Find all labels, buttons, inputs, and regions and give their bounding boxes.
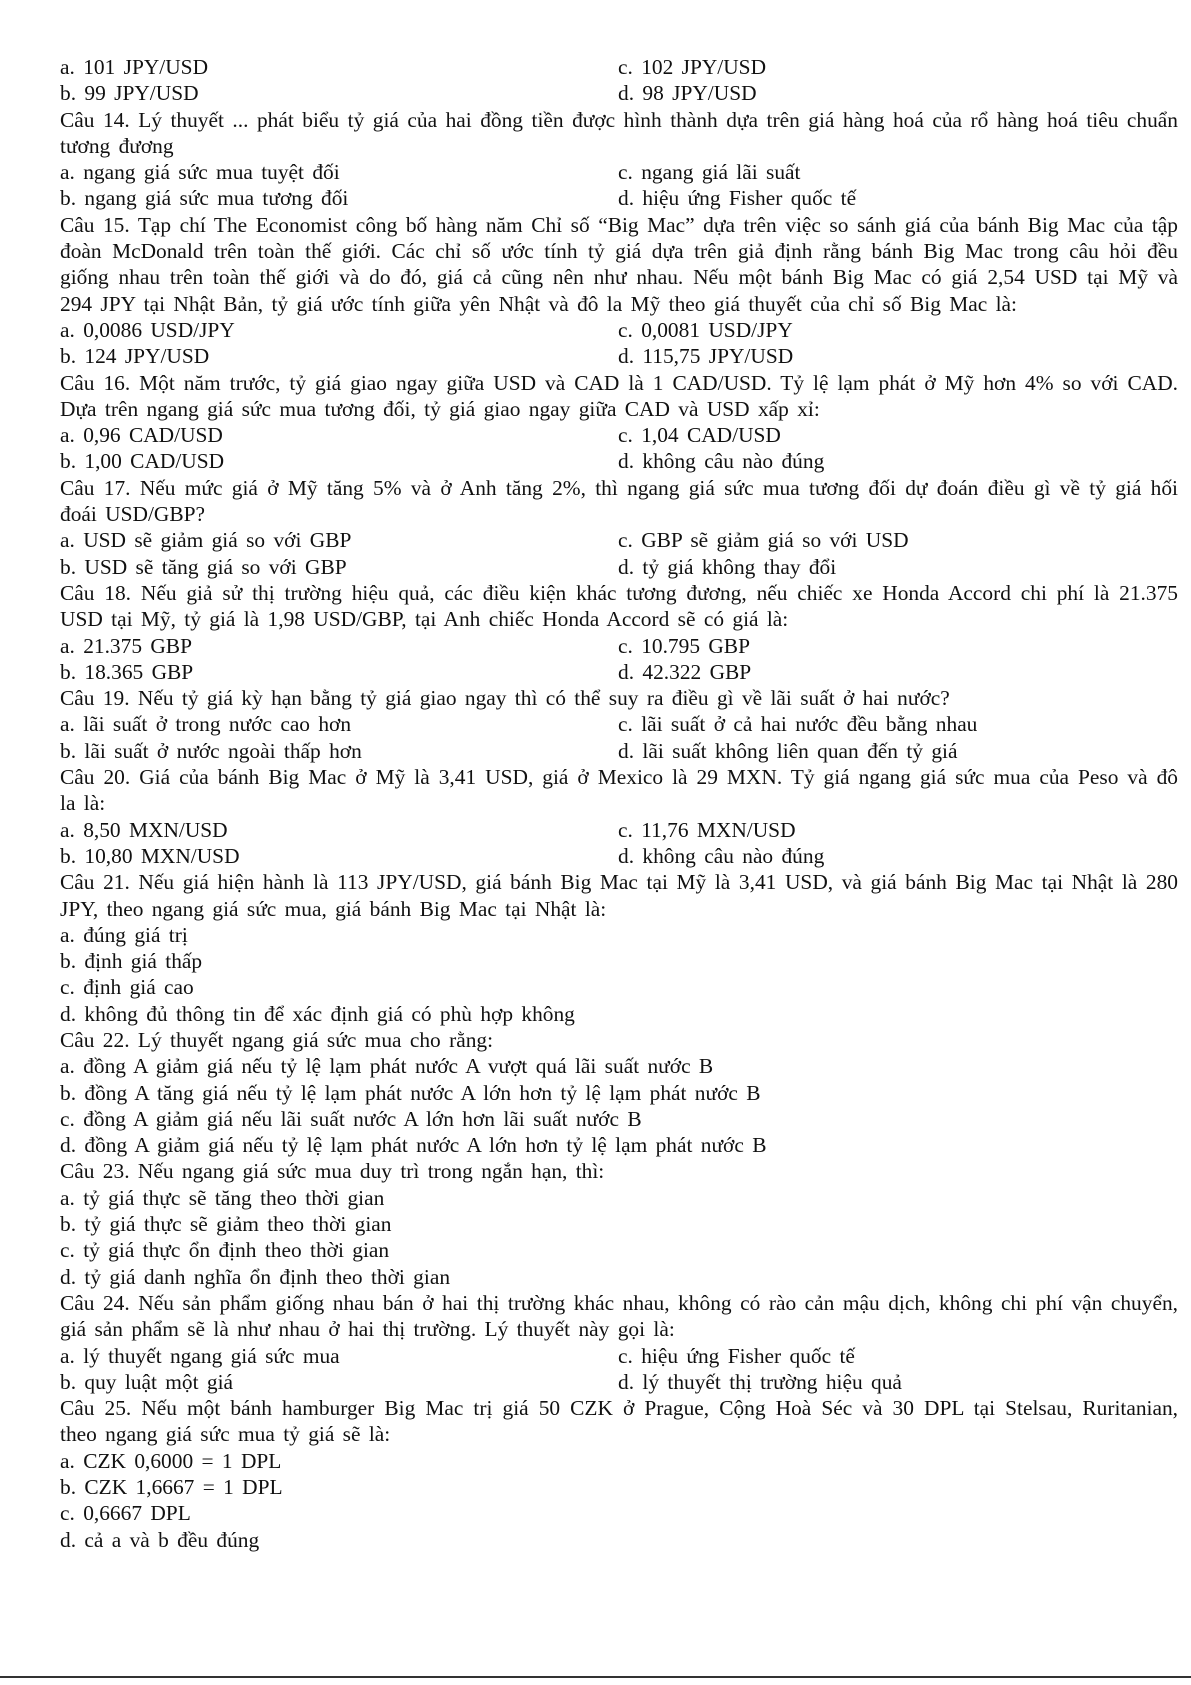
option-a: a. ngang giá sức mua tuyệt đối — [60, 160, 340, 185]
option-b: b. định giá thấp — [60, 949, 203, 974]
option-row — [60, 317, 1180, 343]
option-b: b. lãi suất ở nước ngoài thấp hơn — [60, 738, 362, 763]
question-24-text: Câu 24. Nếu sản phẩm giống nhau bán ở hai thị trường khác nhau, không có rào cản mậu dịch, không chi phí vận chuyển, giá sản phẩm sẽ là như nhau ở hai thị trường. Lý thuyết này gọi là: — [60, 1290, 1178, 1342]
question-17-text: Câu 17. Nếu mức giá ở Mỹ tăng 5% và ở Anh tăng 2%, thì ngang giá sức mua tương đối dự đoán điều gì về tỷ giá hối đoái USD/GBP? — [60, 475, 1178, 527]
option-row — [60, 159, 1180, 185]
question-21-text: Câu 21. Nếu giá hiện hành là 113 JPY/USD, giá bánh Big Mac tại Mỹ là 3,41 USD, và giá bánh Big Mac tại Nhật là 280 JPY, theo ngang giá sức mua, giá bánh Big Mac tại Nhật là: — [60, 870, 1178, 921]
question-15-text: Câu 15. Tạp chí The Economist công bố hàng năm Chỉ số “Big Mac” dựa trên việc so sánh giá của bánh Big Mac của tập đoàn McDonald trên toàn thế giới. Các chỉ số ước tính tỷ giá dựa trên giả định rằng bánh Big Mac trong câu hỏi đều giống nhau trên toàn thế giới và do đó, giá cả cũng nên như nhau. Nếu một bánh Big Mac có giá 2,54 USD tại Mỹ và 294 JPY tại Nhật Bản, tỷ giá ước tính giữa yên Nhật và đô la Mỹ theo giá thuyết của chỉ số Big Mac là: — [60, 212, 1178, 316]
option-d: d. lãi suất không liên quan đến tỷ giá — [618, 738, 958, 763]
option-row — [60, 633, 1180, 659]
option-row — [60, 80, 1180, 106]
option-c: c. tỷ giá thực ổn định theo thời gian — [60, 1238, 390, 1263]
option-a: a. 101 JPY/USD — [60, 55, 209, 79]
question-23-text: Câu 23. Nếu ngang giá sức mua duy trì trong ngắn hạn, thì: — [60, 1159, 605, 1184]
question-20-text: Câu 20. Giá của bánh Big Mac ở Mỹ là 3,41 USD, giá ở Mexico là 29 MXN. Tỷ giá ngang giá sức mua của Peso và đô la là: — [60, 765, 1178, 816]
option-b: b. đồng A tăng giá nếu tỷ lệ lạm phát nước A lớn hơn tỷ lệ lạm phát nước B — [60, 1080, 761, 1105]
question-25-text: Câu 25. Nếu một bánh hamburger Big Mac trị giá 50 CZK ở Prague, Cộng Hoà Séc và 30 DPL tại Stelsau, Ruritanian, theo ngang giá sức mua tỷ giá sẽ là: — [60, 1396, 1178, 1447]
option-row — [60, 1343, 1180, 1369]
option-d: d. không đủ thông tin để xác định giá có phù hợp không — [60, 1001, 575, 1026]
option-a: a. đồng A giảm giá nếu tỷ lệ lạm phát nước A vượt quá lãi suất nước B — [60, 1054, 714, 1079]
option-c: c. đồng A giảm giá nếu lãi suất nước A lớn hơn lãi suất nước B — [60, 1106, 642, 1131]
option-row — [60, 448, 1180, 474]
option-c: c. 1,04 CAD/USD — [618, 423, 781, 448]
question-18-text: Câu 18. Nếu giả sử thị trường hiệu quả, các điều kiện khác tương đương, nếu chiếc xe Honda Accord chi phí là 21.375 USD tại Mỹ, tỷ giá là 1,98 USD/GBP, tại Anh chiếc Honda Accord sẽ có giá là: — [60, 580, 1178, 632]
question-14-text: Câu 14. Lý thuyết ... phát biểu tỷ giá của hai đồng tiền được hình thành dựa trên giá hàng hoá của rổ hàng hoá tiêu chuẩn tương đương — [60, 107, 1178, 158]
option-row — [60, 843, 1180, 869]
option-d: d. hiệu ứng Fisher quốc tế — [618, 186, 857, 211]
page-bottom-divider — [0, 1676, 1191, 1678]
option-d: d. cả a và b đều đúng — [60, 1527, 260, 1552]
option-a: a. 0,96 CAD/USD — [60, 423, 223, 448]
option-c: c. ngang giá lãi suất — [618, 160, 801, 185]
option-a: a. tỷ giá thực sẽ tăng theo thời gian — [60, 1185, 385, 1210]
option-row — [60, 1369, 1180, 1395]
option-row — [60, 422, 1180, 448]
option-a: a. lý thuyết ngang giá sức mua — [60, 1343, 340, 1368]
exam-page — [60, 54, 1180, 1553]
option-d: d. không câu nào đúng — [618, 843, 825, 868]
option-row — [60, 54, 1180, 80]
option-d: d. đồng A giảm giá nếu tỷ lệ lạm phát nước A lớn hơn tỷ lệ lạm phát nước B — [60, 1133, 767, 1158]
option-row — [60, 527, 1180, 553]
question-22-text: Câu 22. Lý thuyết ngang giá sức mua cho rằng: — [60, 1027, 494, 1052]
option-c: c. 11,76 MXN/USD — [618, 817, 796, 842]
option-row — [60, 738, 1180, 764]
option-a: a. 21.375 GBP — [60, 633, 192, 658]
option-a: a. 0,0086 USD/JPY — [60, 317, 235, 342]
option-row — [60, 343, 1180, 369]
option-c: c. định giá cao — [60, 975, 194, 1000]
option-row — [60, 185, 1180, 211]
option-b: b. 18.365 GBP — [60, 659, 194, 684]
option-a: a. lãi suất ở trong nước cao hơn — [60, 712, 352, 737]
option-row — [60, 817, 1180, 843]
option-b: b. USD sẽ tăng giá so với GBP — [60, 554, 347, 579]
option-a: a. 8,50 MXN/USD — [60, 817, 228, 842]
option-d: d. tỷ giá danh nghĩa ổn định theo thời gian — [60, 1264, 451, 1289]
option-b: b. quy luật một giá — [60, 1369, 234, 1394]
option-b: b. ngang giá sức mua tương đối — [60, 186, 349, 211]
question-16-text: Câu 16. Một năm trước, tỷ giá giao ngay giữa USD và CAD là 1 CAD/USD. Tỷ lệ lạm phát ở Mỹ hơn 4% so với CAD. Dựa trên ngang giá sức mua tương đối, tỷ giá giao ngay giữa CAD và USD xấp xỉ: — [60, 370, 1178, 421]
option-d: d. 115,75 JPY/USD — [618, 344, 794, 369]
option-d: d. 42.322 GBP — [618, 659, 752, 684]
option-b: b. 124 JPY/USD — [60, 344, 210, 369]
option-row — [60, 659, 1180, 685]
option-a: a. CZK 0,6000 = 1 DPL — [60, 1448, 282, 1473]
option-c: c. 102 JPY/USD — [618, 55, 767, 79]
option-b: b. 10,80 MXN/USD — [60, 843, 240, 868]
option-c: c. 0,0081 USD/JPY — [618, 317, 793, 342]
option-c: c. 0,6667 DPL — [60, 1501, 191, 1526]
option-b: b. tỷ giá thực sẽ giảm theo thời gian — [60, 1212, 392, 1237]
option-d: d. 98 JPY/USD — [618, 81, 757, 106]
option-c: c. 10.795 GBP — [618, 633, 750, 658]
option-c: c. lãi suất ở cả hai nước đều bằng nhau — [618, 712, 978, 737]
option-b: b. CZK 1,6667 = 1 DPL — [60, 1475, 283, 1500]
option-d: d. lý thuyết thị trường hiệu quả — [618, 1369, 902, 1394]
option-row — [60, 711, 1180, 737]
option-a: a. đúng giá trị — [60, 922, 188, 947]
option-row — [60, 554, 1180, 580]
option-b: b. 1,00 CAD/USD — [60, 449, 225, 474]
option-c: c. hiệu ứng Fisher quốc tế — [618, 1343, 855, 1368]
option-c: c. GBP sẽ giảm giá so với USD — [618, 528, 909, 553]
option-b: b. 99 JPY/USD — [60, 81, 199, 106]
option-d: d. không câu nào đúng — [618, 449, 825, 474]
option-d: d. tỷ giá không thay đổi — [618, 554, 837, 579]
option-a: a. USD sẽ giảm giá so với GBP — [60, 528, 352, 553]
question-19-text: Câu 19. Nếu tỷ giá kỳ hạn bằng tỷ giá giao ngay thì có thể suy ra điều gì về lãi suất ở hai nước? — [60, 686, 950, 711]
